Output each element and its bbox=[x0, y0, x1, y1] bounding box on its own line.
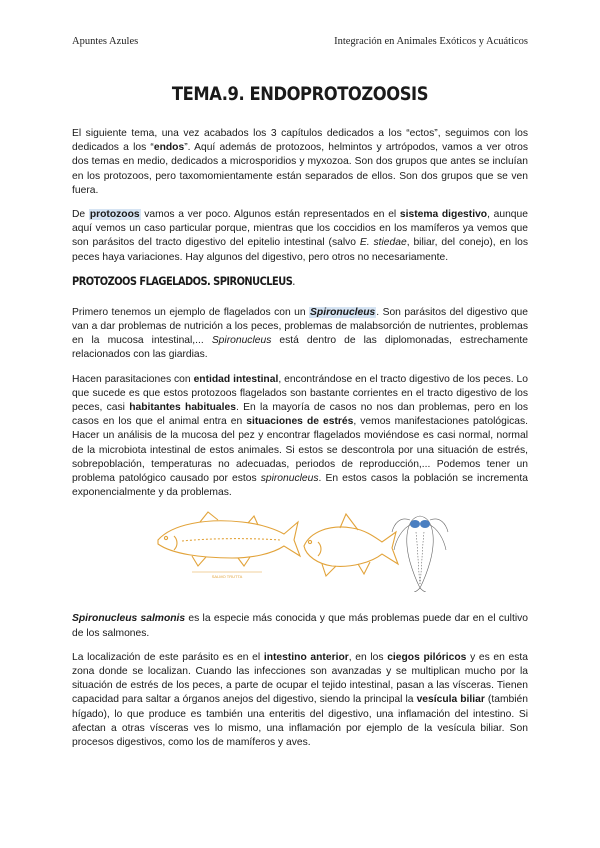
fish-outline-illustration bbox=[300, 510, 400, 582]
text: El siguiente tema, una vez acabados los 3 capítulos dedicados a los “ectos”, seguimos con los dedicados a los “ bbox=[72, 128, 528, 154]
bold-text: entidad intestinal bbox=[193, 373, 279, 385]
figure-row bbox=[72, 510, 528, 592]
section-heading bbox=[72, 275, 473, 288]
text: está dentro de las diplomonadas, estrechamente relacionados con las giardias. bbox=[72, 335, 528, 361]
nucleus-left bbox=[410, 520, 420, 528]
text: (también hígado), lo que produce es también una enteritis del digestivo, una inflamación del intestino. Si afectan a otras vísceras ves lo mismo, una inflamación por ejemplo de la vesícula biliar. Son procesos digestivos, como los de mamíferos y aves. bbox=[72, 694, 528, 749]
italic-text: E. stiedae bbox=[359, 237, 407, 249]
text: . En estos casos la población se incrementa exponencialmente y da problemas. bbox=[72, 473, 528, 499]
bold-text: intestino anterior bbox=[263, 651, 349, 663]
paragraph-protozoos bbox=[72, 208, 528, 265]
text: , biliar, del conejo), en los peces haya variaciones. Hay algunos del digestivo, pero otros no necesariamente. bbox=[72, 237, 528, 263]
text: ”. Aquí además de protozoos, helmintos y artrópodos, vamos a ver otros dos temas en medio, dedicados a microsporidios y myxozoa. Son dos grupos que antes se incluían en los protozoos, pero taxomomientamente están separados de ellos. Son dos grupos que se ven fuera. bbox=[72, 142, 528, 196]
italic-text: Spironucleus bbox=[211, 335, 272, 347]
paragraph-parasitaciones bbox=[72, 373, 528, 501]
text: y es en esta zona donde se localizan. Cuando las infecciones son avanzadas y se multiplican mucho por la situación de estrés de los peces, a parte de ocupar el tejido intestinal, pasan a las vísceras. Tienen capacidad para saltar a órganos anejos del digestivo, siendo la principal la bbox=[72, 651, 528, 706]
highlighted-term: Spironucleus bbox=[310, 306, 376, 318]
fish1-caption: SALMO TRUTTA bbox=[211, 574, 243, 580]
text: La localización de este parásito es en el bbox=[72, 651, 264, 663]
section-label: PROTOZOOS FLAGELADOS. SPIRONUCLEUS bbox=[72, 274, 293, 288]
section-dot: . bbox=[292, 274, 295, 288]
highlighted-term: protozoos bbox=[89, 209, 140, 221]
bold-text: habitantes habituales bbox=[129, 402, 236, 414]
italic-text: spironucleus bbox=[260, 473, 319, 485]
page-header bbox=[72, 36, 528, 47]
paragraph-intro bbox=[72, 127, 528, 198]
bold-text: sistema digestivo bbox=[399, 209, 488, 221]
bold-text: endos bbox=[153, 142, 185, 154]
nucleus-right bbox=[420, 520, 430, 528]
bold-text: vesícula biliar bbox=[416, 694, 485, 706]
text: , encontrándose en el tracto digestivo de los peces. Lo que sucede es que estos protozoos flagelados son bastante corrientes en el tracto digestivo de los peces, casi bbox=[72, 373, 528, 414]
header-right: Integración en Animales Exóticos y Acuáticos bbox=[334, 36, 528, 47]
paragraph-spironucleus bbox=[72, 306, 528, 363]
spironucleus-organism-illustration bbox=[390, 510, 450, 592]
text: , vemos manifestaciones patológicas. Hacer un análisis de la mucosa del pez y encontrar flagelados moviéndose es casi normal, normal de la microbiota intestinal de estos animales. Si estos se descontrola por una situación de estrés, sobrepoblación, temperaturas no adecuadas, periodos de reproducción,... Podemos tener un problema patológico causado por estos bbox=[72, 416, 528, 485]
text: . En la mayoría de casos no nos dan problemas, pero en los casos en los que el animal entra en bbox=[72, 402, 528, 428]
salmon-outline-illustration bbox=[152, 510, 302, 580]
paragraph-localizacion bbox=[72, 651, 528, 750]
bold-text: situaciones de estrés bbox=[246, 416, 354, 428]
bold-text: ciegos pilóricos bbox=[387, 651, 467, 663]
text: De bbox=[72, 209, 89, 221]
text: Hacen parasitaciones con bbox=[72, 373, 194, 385]
page-title: TEMA.9. ENDOPROTOZOOSIS bbox=[171, 83, 429, 105]
paragraph-salmonis bbox=[72, 612, 528, 640]
text: es la especie más conocida y que más problemas puede dar en el cultivo de los salmones. bbox=[72, 613, 528, 639]
text: , en los bbox=[348, 651, 388, 663]
text: vamos a ver poco. Algunos están representados en el bbox=[140, 209, 400, 221]
text: . Son parásitos del digestivo que van a dar problemas de nutrición a los peces, problemas de malabsorción de nutrientes, problemas en la mucosa intestinal,... bbox=[72, 306, 529, 347]
bold-italic-term: Spironucleus salmonis bbox=[72, 613, 186, 625]
text: Primero tenemos un ejemplo de flagelados con un bbox=[72, 306, 310, 318]
text: , aunque aquí vemos un caso particular porque, mientras que los coccidios en los mamíferos ya vemos que son parásitos del tracto digestivo del epitelio intestinal (salvo bbox=[72, 209, 528, 249]
header-left: Apuntes Azules bbox=[72, 36, 139, 47]
